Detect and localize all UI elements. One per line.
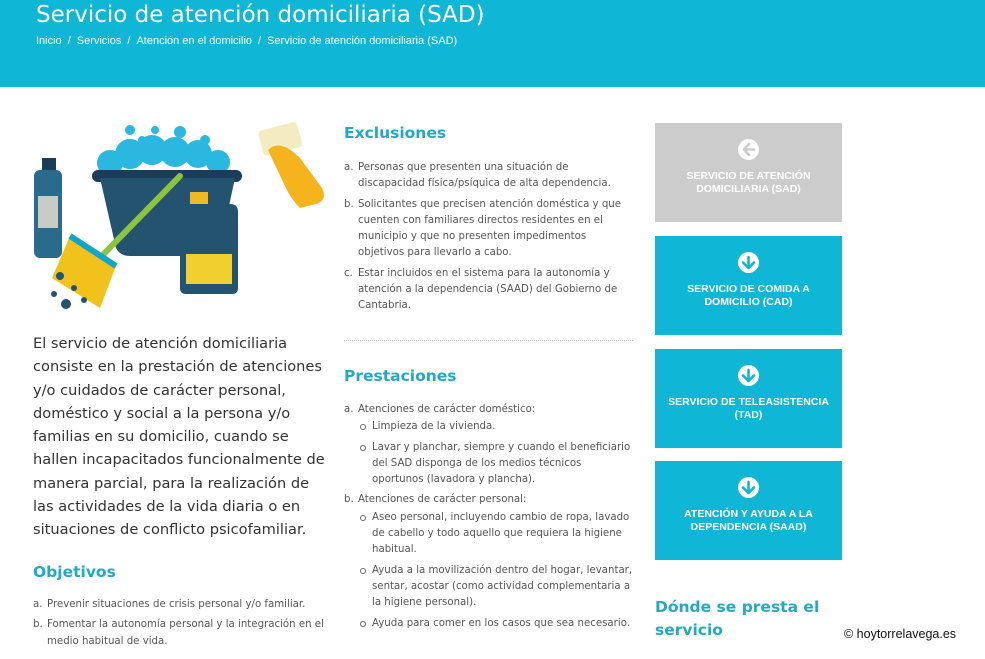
objetivos-list bbox=[33, 597, 328, 654]
breadcrumb-servicios[interactable]: Servicios bbox=[76, 35, 122, 47]
detergent-bottle-icon bbox=[180, 192, 238, 294]
sub-list-item: Aseo personal, incluyendo cambio de ropa, lavado de cabello y todo aquello que requiera la higiene habitual. bbox=[358, 510, 634, 559]
breadcrumb-atencion-domicilio[interactable]: Atención en el domicilio bbox=[136, 35, 253, 47]
sub-list-item: Ayuda para comer en los casos que sea necesario. bbox=[358, 616, 634, 632]
donde-heading: Dónde se presta el servicio bbox=[655, 598, 820, 639]
intro-paragraph: El servicio de atención domiciliaria consiste en la prestación de atenciones y/o cuidados de carácter personal, doméstico y social a la persona y/o familias en su domicilio, cuando se hallen incapacitados funcionalmente de manera parcial, para la realización de las actividades de la vida diaria o en situaciones de conflicto psicofamiliar. bbox=[33, 335, 325, 539]
breadcrumb-current: Servicio de atención domiciliaria (SAD) bbox=[267, 35, 458, 47]
watermark: © hoytorrelavega.es bbox=[844, 627, 957, 641]
exclusiones-list bbox=[344, 160, 634, 319]
breadcrumb-inicio[interactable]: Inicio bbox=[36, 35, 62, 47]
card-sad[interactable] bbox=[655, 123, 842, 222]
list-item: b. Solicitantes que precisen atención doméstica y que cuenten con familiares directos residentes en el municipio y que no presenten impedimentos objetivos para llevarlo a cabo. bbox=[344, 198, 622, 259]
card-label: SERVICIO DE COMIDA A DOMICILIO (CAD) bbox=[687, 283, 810, 308]
card-tad[interactable] bbox=[655, 349, 842, 448]
prestaciones-list bbox=[344, 402, 634, 636]
sub-list-item: Ayuda a la movilización dentro del hogar, levantar, sentar, acostar (como actividad complementaria a la higiene personal). bbox=[358, 563, 634, 612]
prestaciones-heading: Prestaciones bbox=[344, 367, 457, 385]
sub-list bbox=[358, 419, 634, 488]
page-header bbox=[0, 0, 985, 87]
card-label: SERVICIO DE TELEASISTENCIA (TAD) bbox=[668, 396, 829, 421]
page-title: Servicio de atención domiciliaria (SAD) bbox=[36, 2, 485, 28]
spray-bottle-icon bbox=[34, 158, 62, 258]
list-item: a. Personas que presenten una situación de discapacidad física/psíquica de alta dependencia. bbox=[344, 162, 611, 190]
sub-list-item: Lavar y planchar, siempre y cuando el beneficiario del SAD disponga de los medios técnicos oportunos (lavadora y plancha). bbox=[358, 440, 634, 489]
list-item: a. Atenciones de carácter doméstico: Limpieza de la vivienda. Lavar y planchar, siempre y cuando el beneficiario del SAD disponga de los medios técnicos oportunos (lavadora y plancha). bbox=[344, 402, 634, 488]
list-item: b. Fomentar la autonomía personal y la integración en el medio habitual de vida. bbox=[33, 619, 324, 647]
card-saad[interactable] bbox=[655, 461, 842, 560]
card-label: SERVICIO DE ATENCIÓN DOMICILIARIA (SAD) bbox=[686, 170, 811, 195]
glove-icon bbox=[258, 121, 324, 208]
list-item: b. Atenciones de carácter personal: Aseo personal, incluyendo cambio de ropa, lavado de cabello y todo aquello que requiera la higiene habitual. Ayuda a la movilización dentro del hogar, levantar, sentar, acostar (como actividad complementaria a la higiene personal). Ayuda para comer en los casos que sea necesario. bbox=[344, 492, 634, 631]
arrow-down-circle-icon bbox=[738, 477, 759, 498]
arrow-down-circle-icon bbox=[738, 252, 759, 273]
sub-list-item: Limpieza de la vivienda. bbox=[358, 419, 634, 435]
card-label: ATENCIÓN Y AYUDA A LA DEPENDENCIA (SAAD) bbox=[684, 508, 813, 533]
arrow-down-circle-icon bbox=[738, 365, 759, 386]
breadcrumb: Inicio / Servicios / Atención en el domicilio / Servicio de atención domiciliaria (SAD) bbox=[36, 35, 458, 47]
section-divider bbox=[344, 340, 633, 341]
cleaning-illustration bbox=[30, 118, 330, 318]
arrow-left-circle-icon bbox=[738, 139, 759, 160]
list-item: a. Prevenir situaciones de crisis personal y/o familiar. bbox=[33, 599, 306, 610]
exclusiones-heading: Exclusiones bbox=[344, 124, 447, 142]
card-cad[interactable] bbox=[655, 236, 842, 335]
objetivos-heading: Objetivos bbox=[33, 563, 116, 581]
sub-list bbox=[358, 510, 634, 632]
soap-bubbles-icon bbox=[97, 125, 230, 176]
list-item: c. Estar incluidos en el sistema para la autonomía y atención a la dependencia (SAAD) del Gobierno de Cantabria. bbox=[344, 267, 618, 312]
